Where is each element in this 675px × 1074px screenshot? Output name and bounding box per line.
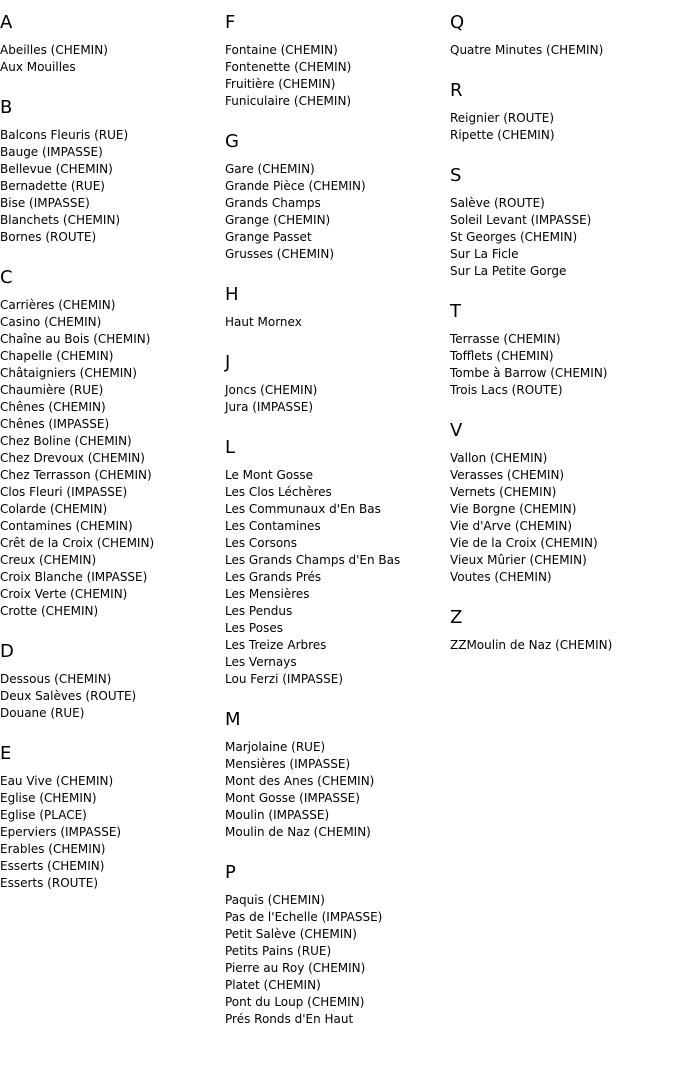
street-link[interactable]: Tombe à Barrow (CHEMIN) <box>450 366 608 380</box>
street-link[interactable]: Pont du Loup (CHEMIN) <box>225 995 365 1009</box>
street-link[interactable]: Lou Ferzi (IMPASSE) <box>225 672 343 686</box>
street-list <box>0 42 220 76</box>
street-list <box>0 297 220 620</box>
street-link[interactable]: Paquis (CHEMIN) <box>225 893 325 907</box>
street-link[interactable]: Vieux Mûrier (CHEMIN) <box>450 553 587 567</box>
street-link[interactable]: Chaumière (RUE) <box>0 383 104 397</box>
street-index-column-1 <box>0 0 220 892</box>
letter-heading: H <box>225 284 239 305</box>
letter-group-b <box>0 98 220 246</box>
street-link[interactable]: Sur La Petite Gorge <box>450 264 567 278</box>
street-list <box>450 195 670 280</box>
street-link[interactable]: Vernets (CHEMIN) <box>450 485 557 499</box>
street-link[interactable]: Vie de la Croix (CHEMIN) <box>450 536 598 550</box>
letter-heading: Q <box>450 12 465 33</box>
street-link[interactable]: Bise (IMPASSE) <box>0 196 90 210</box>
street-link[interactable]: Châtaigniers (CHEMIN) <box>0 366 137 380</box>
street-link[interactable]: Verasses (CHEMIN) <box>450 468 565 482</box>
letter-group-a <box>0 13 220 76</box>
street-link[interactable]: Fontaine (CHEMIN) <box>225 43 338 57</box>
street-link[interactable]: Pas de l'Echelle (IMPASSE) <box>225 910 383 924</box>
street-link[interactable]: Deux Salèves (ROUTE) <box>0 689 137 703</box>
street-link[interactable]: Bauge (IMPASSE) <box>0 145 103 159</box>
street-link[interactable]: Les Vernays <box>225 655 297 669</box>
street-link[interactable]: Abeilles (CHEMIN) <box>0 43 108 57</box>
street-link[interactable]: Carrières (CHEMIN) <box>0 298 116 312</box>
letter-heading: P <box>225 862 236 883</box>
letter-group-l <box>225 438 445 688</box>
letter-heading: L <box>225 437 236 458</box>
street-link[interactable]: Sur La Ficle <box>450 247 519 261</box>
letter-group-g <box>225 132 445 263</box>
street-link[interactable]: Mensières (IMPASSE) <box>225 757 351 771</box>
letter-heading: A <box>0 12 13 33</box>
street-link[interactable]: Vallon (CHEMIN) <box>450 451 548 465</box>
street-link[interactable]: Les Contamines <box>225 519 321 533</box>
street-link[interactable]: Les Grands Prés <box>225 570 322 584</box>
street-link[interactable]: Crêt de la Croix (CHEMIN) <box>0 536 155 550</box>
street-link[interactable]: Moulin (IMPASSE) <box>225 808 330 822</box>
street-list <box>450 110 670 144</box>
street-link[interactable]: Chênes (IMPASSE) <box>0 417 110 431</box>
letter-heading: B <box>0 97 13 118</box>
street-link[interactable]: Chez Terrasson (CHEMIN) <box>0 468 152 482</box>
street-index-column-3 <box>450 0 670 654</box>
street-link[interactable]: Esserts (ROUTE) <box>0 876 99 890</box>
street-list <box>0 671 220 722</box>
street-link[interactable]: Chapelle (CHEMIN) <box>0 349 114 363</box>
street-link[interactable]: Aux Mouilles <box>0 60 76 74</box>
street-link[interactable]: Petit Salève (CHEMIN) <box>225 927 357 941</box>
street-link[interactable]: Funiculaire (CHEMIN) <box>225 94 352 108</box>
street-link[interactable]: Croix Verte (CHEMIN) <box>0 587 128 601</box>
street-link[interactable]: Casino (CHEMIN) <box>0 315 102 329</box>
street-link[interactable]: Les Poses <box>225 621 283 635</box>
street-link[interactable]: Contamines (CHEMIN) <box>0 519 133 533</box>
street-link[interactable]: Soleil Levant (IMPASSE) <box>450 213 592 227</box>
street-link[interactable]: Les Communaux d'En Bas <box>225 502 381 516</box>
letter-heading: T <box>450 301 461 322</box>
street-list <box>450 331 670 399</box>
street-link[interactable]: Joncs (CHEMIN) <box>225 383 318 397</box>
letter-heading: J <box>225 352 231 373</box>
street-list <box>0 773 220 892</box>
street-link[interactable]: Crotte (CHEMIN) <box>0 604 99 618</box>
letter-heading: S <box>450 165 462 186</box>
letter-group-s <box>450 166 670 280</box>
street-link[interactable]: Dessous (CHEMIN) <box>0 672 112 686</box>
street-link[interactable]: Petits Pains (RUE) <box>225 944 332 958</box>
street-link[interactable]: Ripette (CHEMIN) <box>450 128 555 142</box>
street-link[interactable]: Les Treize Arbres <box>225 638 327 652</box>
letter-group-t <box>450 302 670 399</box>
street-link[interactable]: Eau Vive (CHEMIN) <box>0 774 114 788</box>
street-link[interactable]: Terrasse (CHEMIN) <box>450 332 561 346</box>
street-link[interactable]: Marjolaine (RUE) <box>225 740 326 754</box>
street-link[interactable]: Grands Champs <box>225 196 321 210</box>
letter-group-v <box>450 421 670 586</box>
street-link[interactable]: Le Mont Gosse <box>225 468 314 482</box>
street-link[interactable]: Les Mensières <box>225 587 310 601</box>
letter-group-e <box>0 744 220 892</box>
street-link[interactable]: Esserts (CHEMIN) <box>0 859 105 873</box>
street-link[interactable]: Platet (CHEMIN) <box>225 978 321 992</box>
street-link[interactable]: Chaîne au Bois (CHEMIN) <box>0 332 151 346</box>
street-link[interactable]: Trois Lacs (ROUTE) <box>450 383 563 397</box>
street-link[interactable]: Salève (ROUTE) <box>450 196 545 210</box>
street-link[interactable]: Clos Fleuri (IMPASSE) <box>0 485 128 499</box>
street-list <box>450 450 670 586</box>
street-link[interactable]: Fontenette (CHEMIN) <box>225 60 352 74</box>
letter-heading: G <box>225 131 239 152</box>
street-list <box>450 637 670 654</box>
street-link[interactable]: Creux (CHEMIN) <box>0 553 97 567</box>
letter-group-j <box>225 353 445 416</box>
street-list <box>225 892 445 1028</box>
street-link[interactable]: Colarde (CHEMIN) <box>0 502 108 516</box>
street-link[interactable]: Erables (CHEMIN) <box>0 842 106 856</box>
street-link[interactable]: Prés Ronds d'En Haut <box>225 1012 354 1026</box>
street-link[interactable]: Eglise (CHEMIN) <box>0 791 97 805</box>
street-link[interactable]: Mont des Anes (CHEMIN) <box>225 774 375 788</box>
letter-group-f <box>225 13 445 110</box>
street-link[interactable]: Gare (CHEMIN) <box>225 162 315 176</box>
street-index-column-2 <box>225 0 445 1028</box>
street-link[interactable]: Les Corsons <box>225 536 298 550</box>
letter-heading: E <box>0 743 12 764</box>
street-link[interactable]: St Georges (CHEMIN) <box>450 230 578 244</box>
street-link[interactable]: Chez Boline (CHEMIN) <box>0 434 132 448</box>
street-list <box>225 314 445 331</box>
letter-heading: D <box>0 641 14 662</box>
street-link[interactable]: Chênes (CHEMIN) <box>0 400 106 414</box>
street-link[interactable]: Haut Mornex <box>225 315 302 329</box>
street-link[interactable]: Douane (RUE) <box>0 706 85 720</box>
street-list <box>225 382 445 416</box>
street-list <box>225 739 445 841</box>
street-link[interactable]: Fruitière (CHEMIN) <box>225 77 336 91</box>
letter-heading: Z <box>450 607 463 628</box>
letter-group-p <box>225 863 445 1028</box>
street-link[interactable]: Jura (IMPASSE) <box>225 400 313 414</box>
street-link[interactable]: Balcons Fleuris (RUE) <box>0 128 129 142</box>
street-link[interactable]: ZZMoulin de Naz (CHEMIN) <box>450 638 613 652</box>
street-list <box>225 467 445 688</box>
street-link[interactable]: Eglise (PLACE) <box>0 808 87 822</box>
street-link[interactable]: Grande Pièce (CHEMIN) <box>225 179 366 193</box>
street-link[interactable]: Bernadette (RUE) <box>0 179 105 193</box>
street-link[interactable]: Les Clos Léchères <box>225 485 332 499</box>
street-link[interactable]: Bornes (ROUTE) <box>0 230 97 244</box>
letter-heading: M <box>225 709 241 730</box>
street-link[interactable]: Mont Gosse (IMPASSE) <box>225 791 360 805</box>
street-link[interactable]: Blanchets (CHEMIN) <box>0 213 121 227</box>
street-list <box>225 42 445 110</box>
letter-heading: R <box>450 80 463 101</box>
letter-heading: C <box>0 267 13 288</box>
street-link[interactable]: Voutes (CHEMIN) <box>450 570 552 584</box>
street-link[interactable]: Grusses (CHEMIN) <box>225 247 335 261</box>
street-link[interactable]: Eperviers (IMPASSE) <box>0 825 122 839</box>
street-link[interactable]: Vie d'Arve (CHEMIN) <box>450 519 573 533</box>
letter-heading: F <box>225 12 236 33</box>
street-link[interactable]: Moulin de Naz (CHEMIN) <box>225 825 371 839</box>
letter-group-d <box>0 642 220 722</box>
street-link[interactable]: Les Pendus <box>225 604 293 618</box>
letter-group-c <box>0 268 220 620</box>
street-link[interactable]: Vie Borgne (CHEMIN) <box>450 502 577 516</box>
street-link[interactable]: Croix Blanche (IMPASSE) <box>0 570 148 584</box>
street-link[interactable]: Quatre Minutes (CHEMIN) <box>450 43 604 57</box>
street-link[interactable]: Reignier (ROUTE) <box>450 111 555 125</box>
street-link[interactable]: Tofflets (CHEMIN) <box>450 349 554 363</box>
street-list <box>225 161 445 263</box>
letter-group-m <box>225 710 445 841</box>
letter-group-q <box>450 13 670 59</box>
street-link[interactable]: Les Grands Champs d'En Bas <box>225 553 401 567</box>
street-link[interactable]: Grange (CHEMIN) <box>225 213 331 227</box>
street-link[interactable]: Pierre au Roy (CHEMIN) <box>225 961 366 975</box>
letter-group-h <box>225 285 445 331</box>
street-list <box>450 42 670 59</box>
letter-group-r <box>450 81 670 144</box>
letter-heading: V <box>450 420 463 441</box>
street-list <box>0 127 220 246</box>
street-link[interactable]: Grange Passet <box>225 230 312 244</box>
letter-group-z <box>450 608 670 654</box>
street-link[interactable]: Chez Drevoux (CHEMIN) <box>0 451 145 465</box>
street-link[interactable]: Bellevue (CHEMIN) <box>0 162 113 176</box>
